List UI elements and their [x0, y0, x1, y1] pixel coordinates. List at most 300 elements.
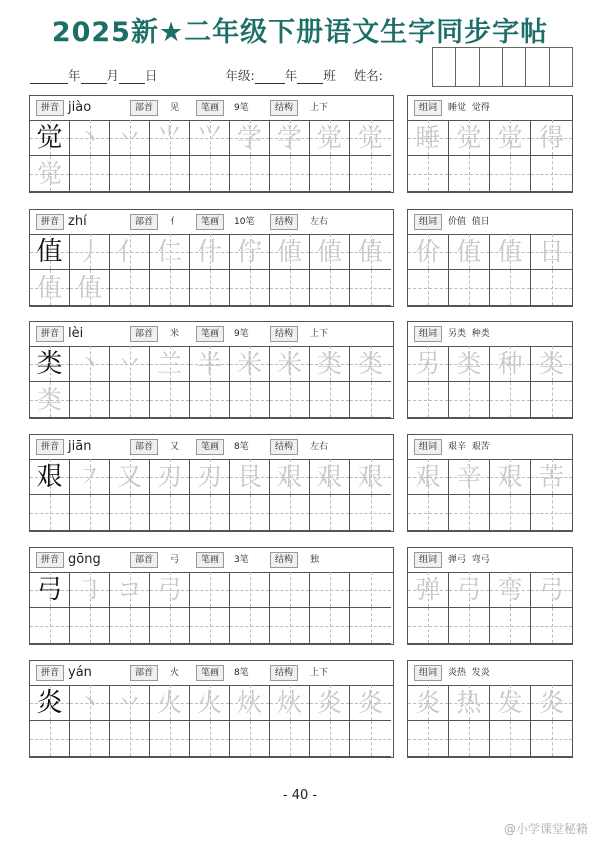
- character-glyph: 值: [36, 273, 62, 302]
- character-glyph: 艰: [36, 462, 63, 492]
- words-block: [407, 660, 573, 758]
- grid-cell[interactable]: [310, 685, 350, 721]
- character-glyph: 价: [415, 237, 441, 266]
- grid-cell[interactable]: [270, 685, 310, 721]
- words-block: [407, 209, 573, 307]
- grid-cell[interactable]: [110, 572, 150, 608]
- grid-cell[interactable]: [190, 721, 230, 757]
- grid-cell[interactable]: [110, 120, 150, 156]
- structure-value: 上下: [310, 668, 329, 678]
- grid-cell[interactable]: [190, 382, 230, 418]
- strokes-label: 笔画: [196, 665, 224, 681]
- grid-cell[interactable]: [150, 346, 190, 382]
- grid-cell[interactable]: [150, 459, 190, 495]
- info-line: [30, 66, 383, 84]
- grid-cell[interactable]: [350, 459, 391, 495]
- grid-cell[interactable]: [449, 608, 490, 644]
- grid-cell[interactable]: [150, 120, 190, 156]
- words-label: 组词: [414, 439, 442, 455]
- grid-cell[interactable]: [408, 156, 449, 192]
- character-glyph: 又: [116, 462, 142, 491]
- grid-cell[interactable]: [350, 495, 391, 531]
- character-glyph: 觉: [456, 123, 482, 152]
- grid-cell[interactable]: [490, 572, 531, 608]
- pinyin-value: jiào: [68, 100, 92, 115]
- character-block: [29, 660, 394, 758]
- grid-cell[interactable]: [30, 382, 70, 418]
- character-glyph: 热: [456, 688, 482, 717]
- character-header: [30, 435, 393, 460]
- grid-cell[interactable]: [310, 495, 350, 531]
- grid-cell[interactable]: [190, 608, 230, 644]
- grid-cell[interactable]: [350, 721, 391, 757]
- grid-cell[interactable]: [408, 721, 449, 757]
- grid-cell[interactable]: [531, 459, 572, 495]
- character-header: [30, 96, 393, 121]
- pinyin-label: 拼音: [36, 552, 64, 568]
- grid-cell[interactable]: [190, 120, 230, 156]
- character-glyph: 丷: [116, 123, 142, 152]
- character-block: [29, 209, 394, 307]
- character-glyph: 类: [316, 349, 342, 378]
- grid-cell[interactable]: [190, 156, 230, 192]
- words-header: [408, 661, 572, 686]
- structure-value: 左右: [310, 217, 329, 227]
- grid-cell[interactable]: [531, 156, 572, 192]
- character-glyph: 什: [196, 237, 222, 266]
- grid-cell[interactable]: [70, 608, 110, 644]
- radical-value: 火: [170, 668, 180, 678]
- structure-value: 独: [310, 555, 320, 565]
- grid-cell[interactable]: [408, 270, 449, 306]
- grid-cell[interactable]: [408, 572, 449, 608]
- character-glyph: 丷: [116, 688, 142, 717]
- grid-cell[interactable]: [150, 495, 190, 531]
- grid-cell[interactable]: [449, 721, 490, 757]
- grid-cell[interactable]: [230, 721, 270, 757]
- grid-cell[interactable]: [310, 721, 350, 757]
- character-glyph: 类: [357, 349, 383, 378]
- grid-cell[interactable]: [70, 685, 110, 721]
- grid-cell[interactable]: [310, 608, 350, 644]
- grid-cell[interactable]: [490, 685, 531, 721]
- character-glyph: 艰: [497, 462, 523, 491]
- grid-cell[interactable]: [110, 459, 150, 495]
- grid-cell[interactable]: [350, 120, 391, 156]
- character-glyph: 兰: [156, 349, 182, 378]
- grid-cell[interactable]: [230, 495, 270, 531]
- radical-label: 部首: [130, 552, 158, 568]
- character-glyph: 弓: [36, 575, 63, 605]
- character-glyph: 另: [415, 349, 441, 378]
- grid-cell[interactable]: [30, 459, 70, 495]
- grid-cell[interactable]: [150, 608, 190, 644]
- character-glyph: 刃: [156, 462, 182, 491]
- grid-cell[interactable]: [30, 495, 70, 531]
- grid-cell[interactable]: [531, 234, 572, 270]
- character-glyph: ⺌: [156, 123, 182, 152]
- name-box[interactable]: [432, 47, 573, 87]
- character-glyph: 觉: [316, 123, 342, 152]
- grid-cell[interactable]: [531, 572, 572, 608]
- character-glyph: 日: [538, 237, 564, 266]
- character-glyph: 値: [276, 237, 302, 266]
- structure-label: 结构: [270, 665, 298, 681]
- grid-cell[interactable]: [408, 346, 449, 382]
- grid-cell[interactable]: [30, 721, 70, 757]
- watermark: @小学课堂秘籍: [503, 822, 588, 836]
- character-glyph: 觉: [36, 159, 62, 188]
- grid-cell[interactable]: [449, 495, 490, 531]
- grid-cell[interactable]: [350, 234, 391, 270]
- pinyin-label: 拼音: [36, 100, 64, 116]
- words-header: [408, 435, 572, 460]
- grid-cell[interactable]: [449, 234, 490, 270]
- words-header: [408, 210, 572, 235]
- character-glyph: 艰: [415, 462, 441, 491]
- words-header: [408, 322, 572, 347]
- grid-cell[interactable]: [150, 685, 190, 721]
- strokes-value: 9笔: [234, 329, 249, 339]
- page-title: 2025新★二年级下册语文生字同步字帖: [51, 17, 549, 48]
- words-value: 价值 值日: [448, 217, 490, 227]
- strokes-value: 10笔: [234, 217, 255, 227]
- grid-cell[interactable]: [30, 120, 70, 156]
- grid-cell[interactable]: [190, 495, 230, 531]
- pinyin-label: 拼音: [36, 326, 64, 342]
- radical-label: 部首: [130, 665, 158, 681]
- character-glyph: 炎: [357, 688, 383, 717]
- grid-cell[interactable]: [230, 120, 270, 156]
- character-block: [29, 547, 394, 645]
- character-glyph: 类: [36, 349, 63, 379]
- character-glyph: 睡: [415, 123, 441, 152]
- grid-cell[interactable]: [110, 270, 150, 306]
- grid-cell[interactable]: [30, 346, 70, 382]
- radical-label: 部首: [130, 439, 158, 455]
- grid-cell[interactable]: [70, 459, 110, 495]
- grid-cell[interactable]: [270, 234, 310, 270]
- pinyin-label: 拼音: [36, 214, 64, 230]
- grid-cell[interactable]: [270, 495, 310, 531]
- character-glyph: 丶: [76, 123, 102, 152]
- grid-cell[interactable]: [190, 572, 230, 608]
- character-glyph: 苦: [538, 462, 564, 491]
- radical-value: 弓: [170, 555, 180, 565]
- grid-cell[interactable]: [270, 346, 310, 382]
- character-glyph: 学: [276, 123, 302, 152]
- grid-cell[interactable]: [70, 120, 110, 156]
- character-block: [29, 321, 394, 419]
- grid-cell[interactable]: [490, 459, 531, 495]
- grid-cell[interactable]: [350, 346, 391, 382]
- character-glyph: 觉: [36, 123, 63, 153]
- grid-cell[interactable]: [70, 156, 110, 192]
- character-glyph: 觉: [357, 123, 383, 152]
- grid-cell[interactable]: [270, 270, 310, 306]
- words-block: [407, 434, 573, 532]
- grade-label: 年级:: [225, 68, 255, 83]
- character-glyph: 丷: [116, 349, 142, 378]
- grid-cell[interactable]: [230, 234, 270, 270]
- structure-value: 左右: [310, 442, 329, 452]
- grid-cell[interactable]: [350, 685, 391, 721]
- character-glyph: 亻: [116, 237, 142, 266]
- grid-cell[interactable]: [270, 572, 310, 608]
- grid-cell[interactable]: [230, 346, 270, 382]
- grid-cell[interactable]: [408, 608, 449, 644]
- character-glyph: 值: [456, 237, 482, 266]
- grid-cell[interactable]: [270, 382, 310, 418]
- grid-cell[interactable]: [70, 572, 110, 608]
- grid-cell[interactable]: [190, 346, 230, 382]
- grid-cell[interactable]: [531, 721, 572, 757]
- grid-cell[interactable]: [190, 234, 230, 270]
- strokes-label: 笔画: [196, 100, 224, 116]
- grid-cell[interactable]: [150, 572, 190, 608]
- grid-cell[interactable]: [490, 120, 531, 156]
- words-label: 组词: [414, 665, 442, 681]
- grid-cell[interactable]: [531, 495, 572, 531]
- grid-cell[interactable]: [270, 120, 310, 156]
- character-header: [30, 548, 393, 573]
- grid-cell[interactable]: [490, 234, 531, 270]
- character-glyph: 弯: [497, 575, 523, 604]
- character-glyph: 辛: [456, 462, 482, 491]
- character-glyph: 値: [316, 237, 342, 266]
- grid-cell[interactable]: [490, 721, 531, 757]
- grid-cell[interactable]: [150, 156, 190, 192]
- grid-cell[interactable]: [230, 459, 270, 495]
- grid-cell[interactable]: [30, 270, 70, 306]
- grid-cell[interactable]: [531, 608, 572, 644]
- character-glyph: 弓: [156, 575, 182, 604]
- grid-cell[interactable]: [70, 495, 110, 531]
- grid-cell[interactable]: [408, 685, 449, 721]
- character-glyph: 弓: [456, 575, 482, 604]
- grid-cell[interactable]: [30, 608, 70, 644]
- grid-cell[interactable]: [30, 572, 70, 608]
- character-block: [29, 95, 394, 193]
- grid-cell[interactable]: [449, 156, 490, 192]
- grid-cell[interactable]: [408, 459, 449, 495]
- character-glyph: 弓: [538, 575, 564, 604]
- grid-cell[interactable]: [70, 270, 110, 306]
- grid-cell[interactable]: [110, 156, 150, 192]
- structure-label: 结构: [270, 326, 298, 342]
- strokes-label: 笔画: [196, 214, 224, 230]
- character-glyph: 种: [497, 349, 523, 378]
- grid-cell[interactable]: [110, 721, 150, 757]
- pinyin-value: lèi: [68, 326, 84, 341]
- grid-cell[interactable]: [230, 382, 270, 418]
- grid-cell[interactable]: [150, 721, 190, 757]
- character-glyph: ⺍: [196, 123, 222, 152]
- character-glyph: 值: [357, 237, 383, 266]
- grid-cell[interactable]: [270, 608, 310, 644]
- words-label: 组词: [414, 552, 442, 568]
- grid-cell[interactable]: [490, 608, 531, 644]
- words-header: [408, 548, 572, 573]
- character-glyph: 炎: [36, 688, 63, 718]
- grid-cell[interactable]: [350, 270, 391, 306]
- grid-cell[interactable]: [490, 346, 531, 382]
- character-glyph: 觉: [497, 123, 523, 152]
- grid-cell[interactable]: [449, 270, 490, 306]
- words-label: 组词: [414, 214, 442, 230]
- character-glyph: 丶: [76, 349, 102, 378]
- radical-value: 亻: [170, 217, 180, 227]
- grid-cell[interactable]: [408, 120, 449, 156]
- grid-cell[interactable]: [70, 346, 110, 382]
- structure-value: 上下: [310, 103, 329, 113]
- structure-value: 上下: [310, 329, 329, 339]
- grid-cell[interactable]: [531, 685, 572, 721]
- grid-cell[interactable]: [230, 685, 270, 721]
- grid-cell[interactable]: [310, 459, 350, 495]
- character-glyph: 艮: [236, 462, 262, 491]
- grid-cell[interactable]: [350, 572, 391, 608]
- grid-cell[interactable]: [531, 120, 572, 156]
- radical-label: 部首: [130, 326, 158, 342]
- words-label: 组词: [414, 100, 442, 116]
- character-glyph: 炎: [538, 688, 564, 717]
- grid-cell[interactable]: [408, 234, 449, 270]
- grid-cell[interactable]: [490, 156, 531, 192]
- grid-cell[interactable]: [531, 346, 572, 382]
- grid-cell[interactable]: [110, 346, 150, 382]
- grid-cell[interactable]: [408, 495, 449, 531]
- grid-cell[interactable]: [30, 685, 70, 721]
- radical-value: 又: [170, 442, 180, 452]
- grid-cell[interactable]: [150, 234, 190, 270]
- grid-cell[interactable]: [449, 382, 490, 418]
- words-header: [408, 96, 572, 121]
- grid-cell[interactable]: [190, 459, 230, 495]
- grid-cell[interactable]: [230, 608, 270, 644]
- words-value: 炎热 发炎: [448, 668, 490, 678]
- year-label: 年: [68, 68, 81, 83]
- strokes-value: 8笔: [234, 668, 249, 678]
- grid-cell[interactable]: [110, 608, 150, 644]
- pinyin-label: 拼音: [36, 439, 64, 455]
- character-glyph: 值: [36, 237, 63, 267]
- month-label: 月: [106, 68, 120, 83]
- grid-cell[interactable]: [110, 495, 150, 531]
- character-glyph: 艰: [357, 462, 383, 491]
- grid-cell[interactable]: [190, 270, 230, 306]
- strokes-label: 笔画: [196, 326, 224, 342]
- grid-cell[interactable]: [531, 270, 572, 306]
- grid-cell[interactable]: [230, 270, 270, 306]
- grid-cell[interactable]: [270, 156, 310, 192]
- character-header: [30, 661, 393, 686]
- grid-cell[interactable]: [350, 382, 391, 418]
- grid-cell[interactable]: [150, 270, 190, 306]
- character-glyph: 发: [497, 688, 523, 717]
- grid-cell[interactable]: [449, 685, 490, 721]
- grid-cell[interactable]: [270, 721, 310, 757]
- strokes-label: 笔画: [196, 552, 224, 568]
- grid-cell[interactable]: [30, 156, 70, 192]
- grid-cell[interactable]: [110, 234, 150, 270]
- pinyin-value: jiān: [68, 439, 92, 454]
- character-glyph: 值: [76, 273, 102, 302]
- grid-cell[interactable]: [310, 156, 350, 192]
- page-number: - 40 -: [282, 788, 318, 803]
- character-glyph: 学: [236, 123, 262, 152]
- grid-cell[interactable]: [531, 382, 572, 418]
- pinyin-value: gōng: [68, 552, 101, 567]
- character-glyph: 佇: [236, 237, 262, 266]
- grid-cell[interactable]: [310, 270, 350, 306]
- grade-year-label: 年: [284, 68, 298, 83]
- grid-cell[interactable]: [449, 572, 490, 608]
- pinyin-label: 拼音: [36, 665, 64, 681]
- grid-cell[interactable]: [310, 234, 350, 270]
- grid-cell[interactable]: [449, 459, 490, 495]
- name-label: 姓名:: [353, 68, 383, 83]
- structure-label: 结构: [270, 552, 298, 568]
- structure-label: 结构: [270, 100, 298, 116]
- grid-cell[interactable]: [230, 572, 270, 608]
- radical-label: 部首: [130, 100, 158, 116]
- grid-cell[interactable]: [230, 156, 270, 192]
- pinyin-value: zhí: [68, 214, 87, 229]
- character-glyph: 艰: [276, 462, 302, 491]
- grid-cell[interactable]: [150, 382, 190, 418]
- grid-cell[interactable]: [270, 459, 310, 495]
- grid-cell[interactable]: [408, 382, 449, 418]
- class-label: 班: [323, 68, 336, 83]
- grid-cell[interactable]: [490, 270, 531, 306]
- words-value: 弹弓 弯弓: [448, 555, 490, 565]
- grid-cell[interactable]: [490, 495, 531, 531]
- character-glyph: 艰: [316, 462, 342, 491]
- words-label: 组词: [414, 326, 442, 342]
- pinyin-value: yán: [68, 665, 92, 680]
- words-value: 睡觉 觉得: [448, 103, 490, 113]
- character-glyph: 弹: [415, 575, 441, 604]
- character-glyph: 类: [538, 349, 564, 378]
- character-glyph: 炎: [316, 688, 342, 717]
- character-glyph: 炏: [236, 688, 262, 717]
- words-block: [407, 321, 573, 419]
- grid-cell[interactable]: [110, 685, 150, 721]
- grid-cell[interactable]: [350, 156, 391, 192]
- character-glyph: 丿: [76, 237, 102, 266]
- grid-cell[interactable]: [310, 572, 350, 608]
- grid-cell[interactable]: [70, 234, 110, 270]
- character-glyph: 刃: [196, 462, 222, 491]
- radical-label: 部首: [130, 214, 158, 230]
- grid-cell[interactable]: [350, 608, 391, 644]
- grid-cell[interactable]: [190, 685, 230, 721]
- grid-cell[interactable]: [449, 120, 490, 156]
- character-glyph: 炏: [276, 688, 302, 717]
- grid-cell[interactable]: [310, 120, 350, 156]
- grid-cell[interactable]: [70, 382, 110, 418]
- grid-cell[interactable]: [310, 346, 350, 382]
- grid-cell[interactable]: [490, 382, 531, 418]
- grid-cell[interactable]: [449, 346, 490, 382]
- strokes-value: 8笔: [234, 442, 249, 452]
- grid-cell[interactable]: [70, 721, 110, 757]
- grid-cell[interactable]: [310, 382, 350, 418]
- grid-cell[interactable]: [30, 234, 70, 270]
- grid-cell[interactable]: [110, 382, 150, 418]
- structure-label: 结构: [270, 439, 298, 455]
